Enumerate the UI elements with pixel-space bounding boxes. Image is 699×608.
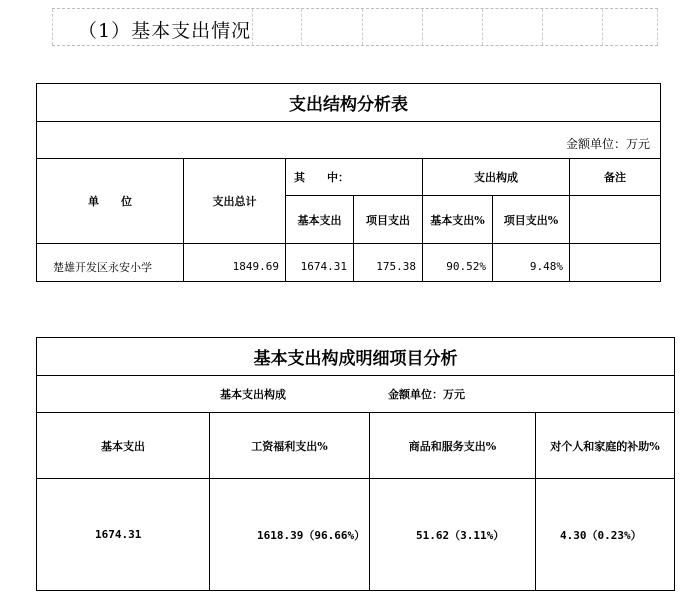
row-project-pct: 9.48% xyxy=(493,244,570,282)
detail-row-goods: 51.62（3.11%） xyxy=(370,479,536,591)
detail-subtitle-row xyxy=(37,376,675,413)
section-heading: （1）基本支出情况 xyxy=(78,20,252,42)
sub-project-pct-header: 项目支出% xyxy=(493,196,570,244)
remarks-empty-cell xyxy=(570,196,661,244)
row-unit-name: 楚雄开发区永安小学 xyxy=(37,244,184,282)
row-remarks xyxy=(570,244,661,282)
grid-line xyxy=(422,9,423,45)
structure-table-unit: 金额单位：万元 xyxy=(37,122,661,159)
grid-line xyxy=(252,9,253,45)
structure-table xyxy=(36,83,661,282)
grid-line xyxy=(301,9,302,45)
sub-basic-header: 基本支出 xyxy=(286,196,354,244)
detail-unit: 金额单位：万元 xyxy=(388,388,465,401)
detail-table xyxy=(36,337,675,591)
grid-line xyxy=(52,9,53,45)
grid-line xyxy=(657,9,658,45)
row-basic-pct: 90.52% xyxy=(423,244,493,282)
col-remarks-header: 备注 xyxy=(570,159,661,196)
detail-col-wages: 工资福利支出% xyxy=(210,413,370,479)
grid-line xyxy=(362,9,363,45)
structure-table-title: 支出结构分析表 xyxy=(37,84,661,122)
detail-row-basic: 1674.31 xyxy=(37,479,210,591)
grid-line xyxy=(482,9,483,45)
detail-row-wages: 1618.39（96.66%） xyxy=(210,479,370,591)
row-basic: 1674.31 xyxy=(286,244,354,282)
detail-subtitle: 基本支出构成 xyxy=(220,388,286,401)
col-composition-header: 支出构成 xyxy=(423,159,570,196)
detail-col-goods: 商品和服务支出% xyxy=(370,413,536,479)
col-among-header: 其 中： xyxy=(286,159,423,196)
row-total: 1849.69 xyxy=(184,244,286,282)
col-unit-header: 单 位 xyxy=(37,159,184,244)
grid-line xyxy=(602,9,603,45)
detail-col-basic: 基本支出 xyxy=(37,413,210,479)
detail-row-subsidy: 4.30（0.23%） xyxy=(536,479,675,591)
detail-table-title: 基本支出构成明细项目分析 xyxy=(37,338,675,376)
detail-col-subsidy: 对个人和家庭的补助% xyxy=(536,413,675,479)
col-total-header: 支出总计 xyxy=(184,159,286,244)
sub-basic-pct-header: 基本支出% xyxy=(423,196,493,244)
grid-line xyxy=(542,9,543,45)
row-project: 175.38 xyxy=(354,244,423,282)
sub-project-header: 项目支出 xyxy=(354,196,423,244)
